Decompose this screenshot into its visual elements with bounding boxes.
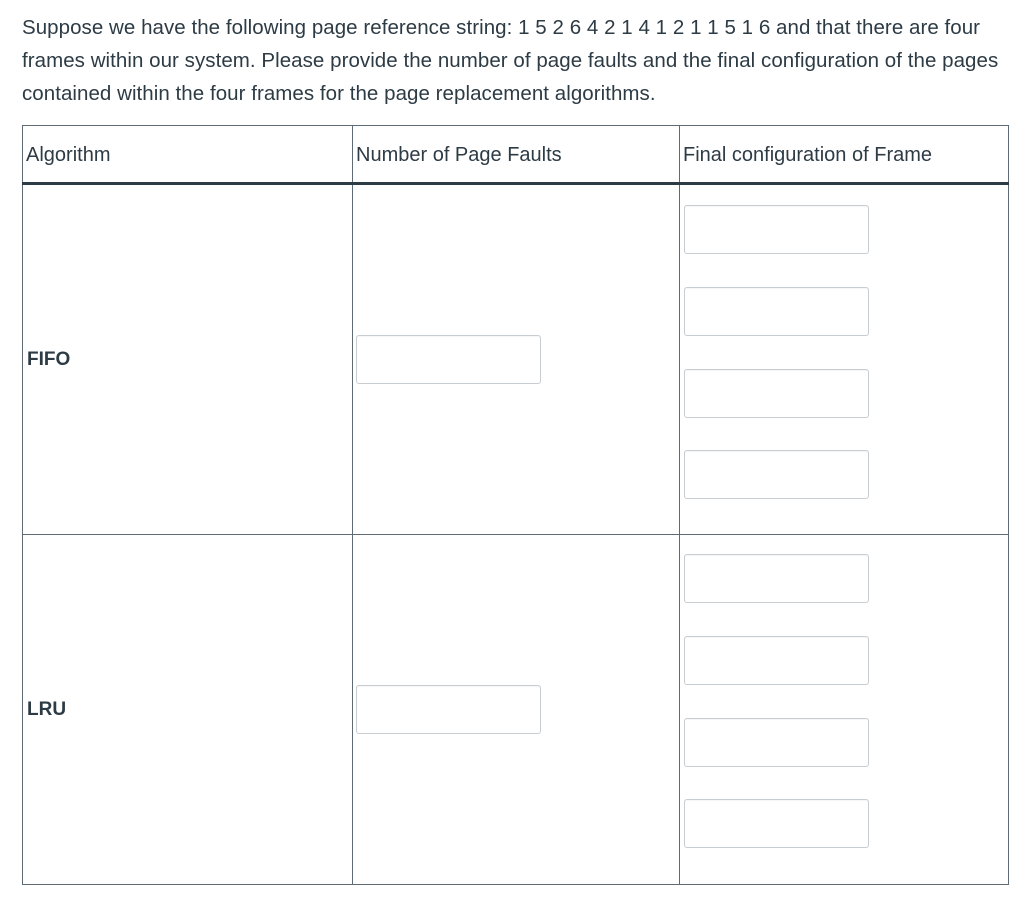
question-text: Suppose we have the following page reference string: 1 5 2 6 4 2 1 4 1 2 1 1 5 1 6 and that there are four frames within our system. Please provide the number of page faults and the final configuration of the pages contained within the four frames for the page replacement algorithms.: [22, 16, 999, 105]
frames-cell-fifo: [680, 184, 1009, 535]
fifo-frame-1-input[interactable]: [684, 205, 869, 254]
fifo-frame-3-input[interactable]: [684, 369, 869, 418]
table-row-fifo: [23, 184, 1009, 535]
lru-page-faults-input[interactable]: [356, 685, 541, 734]
header-algorithm: Algorithm: [23, 126, 353, 184]
lru-frame-3-input[interactable]: [684, 718, 869, 767]
lru-frame-4-input[interactable]: [684, 799, 869, 848]
frames-cell-lru: [680, 535, 1009, 885]
header-page-faults: Number of Page Faults: [353, 126, 680, 184]
answer-table: [22, 125, 1009, 885]
lru-frame-2-input[interactable]: [684, 636, 869, 685]
faults-cell-lru: [353, 535, 680, 885]
faults-cell-fifo: [353, 184, 680, 535]
header-final-configuration: Final configuration of Frame: [680, 126, 1009, 184]
fifo-page-faults-input[interactable]: [356, 335, 541, 384]
fifo-frame-4-input[interactable]: [684, 450, 869, 499]
algorithm-label-fifo: FIFO: [23, 184, 353, 535]
fifo-frame-2-input[interactable]: [684, 287, 869, 336]
table-row-lru: [23, 535, 1009, 885]
algorithm-label-lru: LRU: [23, 535, 353, 885]
table-header-row: [23, 126, 1009, 184]
lru-frame-1-input[interactable]: [684, 554, 869, 603]
